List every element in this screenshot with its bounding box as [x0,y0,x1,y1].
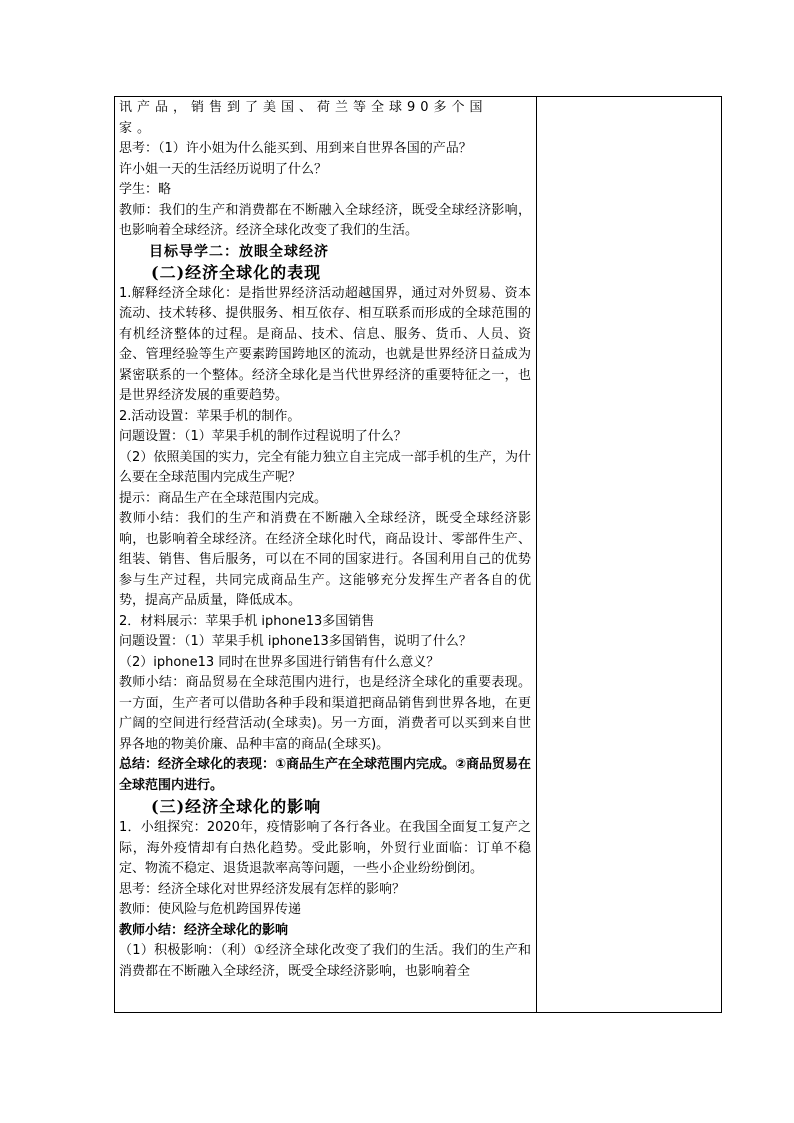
teacher-summary-heading: 教师小结：经济全球化的影响 [119,922,289,938]
summary: 总结：经济全球化的表现：①商品生产在全球范围内完成。②商品贸易在全球范围内进行。 [119,757,532,793]
lesson-content-cell [119,98,531,982]
group-inquiry: 1．小组探究：2020年，疫情影响了各行各业。在我国全面复工复产之际，海外疫情却有白热化趋势。受此影响，外贸行业面临：订单不稳定、物流不稳定、退货退款率高等问题，一些小企业纷纷倒闭。 [119,820,531,876]
question-setup: （2）依照美国的实力，完全有能力独立自主完成一部手机的生产，为什么要在全球范围内完成生产呢？ [119,449,531,485]
subsection-heading: (三)经济全球化的影响 [151,797,322,816]
activity-setup: 2.活动设置：苹果手机的制作。 [119,408,301,424]
think-question: 思考：（1）许小姐为什么能买到、用到来自世界各国的产品？ [119,141,472,156]
teacher-remark: 教师：使风险与危机跨国界传递 [119,902,302,917]
positive-impact: （1）积极影响：（利）①经济全球化改变了我们的生活。我们的生产和消费都在不断融入全球经济，既受全球经济影响，也影响着全 [119,943,531,979]
text-line: 讯产品，销售到了美国、荷兰等全球90多个国 [119,100,488,115]
teacher-summary: 教师小结：商品贸易在全球范围内进行，也是经济全球化的重要表现。一方面，生产者可以借助各种手段和渠道把商品销售到世界各地，在更广阔的空间进行经营活动(全球卖)。另一方面，消费者可以买到来自世界各地的物美价廉、品种丰富的商品(全球买)。 [119,675,531,752]
question-setup: （2）iphone13 同时在世界多国进行销售有什么意义？ [119,654,440,670]
think-question: 思考：经济全球化对世界经济发展有怎样的影响？ [119,881,406,897]
student-answer: 学生：略 [119,182,172,197]
text-line: 许小姐一天的生活经历说明了什么？ [119,161,328,177]
subsection-heading: (二)经济全球化的表现 [151,262,322,282]
question-setup: 问题设置：（1）苹果手机的制作过程说明了什么？ [119,429,407,444]
teacher-summary: 教师小结：我们的生产和消费在不断融入全球经济，既受全球经济影响，也影响着全球经济。在经济全球化时代，商品设计、零部件生产、组装、销售、售后服务，可以在不同的国家进行。各国利用自己的优势参与生产过程，共同完成商品生产。这能够充分发挥生产者各自的优势，提高产品质量，降低成本。 [119,511,531,608]
text-line: 家。 [119,120,156,136]
definition-paragraph: 1.解释经济全球化：是指世界经济活动超越国界，通过对外贸易、资本流动、技术转移、提供服务、相互依存、相互联系而形成的全球范围的有机经济整体的过程。是商品、技术、信息、服务、货币、人员、资金、管理经验等生产要素跨国跨地区的流动，也就是世界经济日益成为紧密联系的一个整体。经济全球化是当代世界经济的重要特征之一，也是世界经济发展的重要趋势。 [119,285,531,403]
section-heading: 目标导学二：放眼全球经济 [149,243,329,260]
hint: 提示：商品生产在全球范围内完成。 [119,490,328,506]
teacher-remark: 教师：我们的生产和消费都在不断融入全球经济，既受全球经济影响，也影响着全球经济。经济全球化改变了我们的生活。 [119,202,531,238]
table-column-divider [536,96,537,1013]
question-setup: 问题设置：（1）苹果手机 iphone13多国销售，说明了什么？ [119,634,472,649]
material-display: 2．材料展示：苹果手机 iphone13多国销售 [119,613,375,629]
